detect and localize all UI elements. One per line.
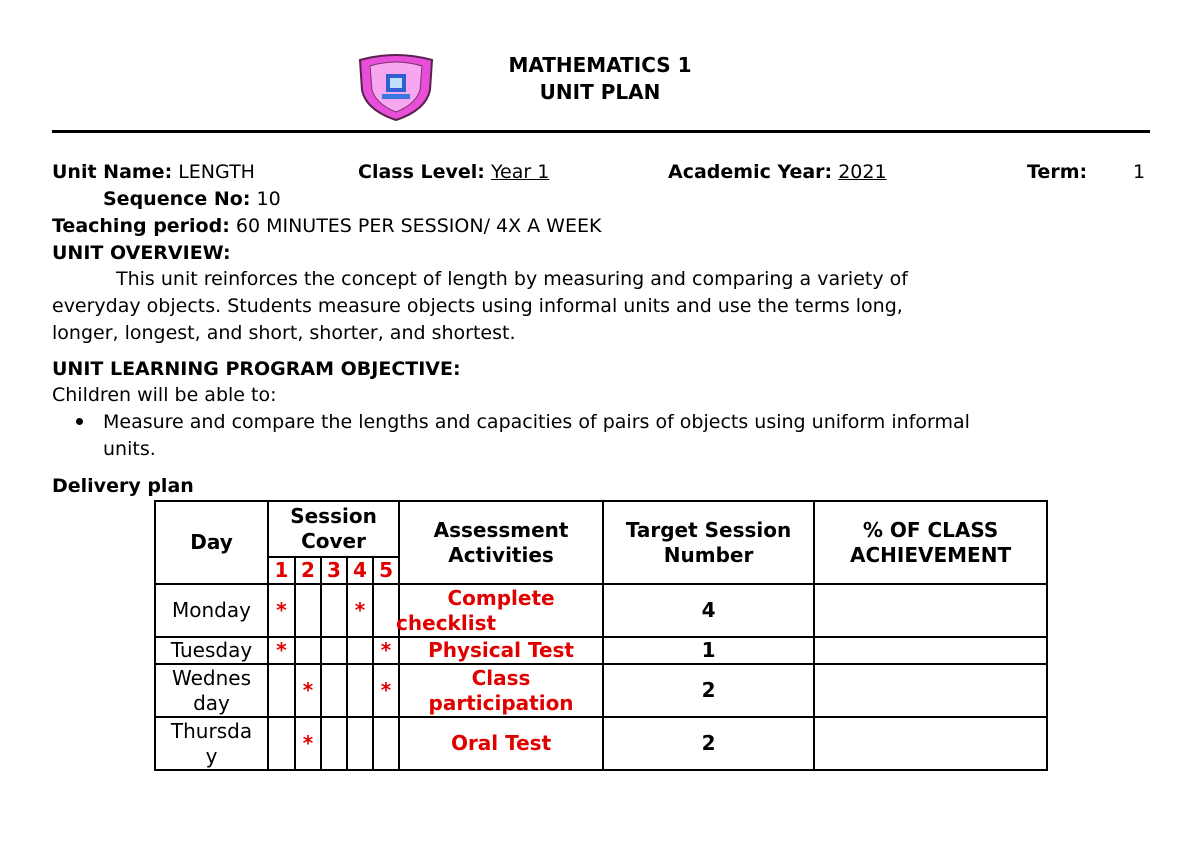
session-mark: *: [373, 664, 399, 717]
header-day: Day: [155, 501, 268, 584]
objective-intro: Children will be able to:: [52, 384, 277, 406]
session-mark: *: [295, 664, 321, 717]
bullet-icon: [76, 418, 83, 425]
overview-line: longer, longest, and short, shorter, and shortest.: [52, 322, 516, 344]
session-number: 5: [373, 557, 399, 584]
overview-line: This unit reinforces the concept of length by measuring and comparing a variety of: [116, 268, 908, 290]
objective-bullet: Measure and compare the lengths and capacities of pairs of objects using uniform informal: [103, 411, 970, 433]
achievement-cell: [814, 717, 1047, 770]
objective-bullet-cont: units.: [103, 438, 156, 460]
session-empty: [268, 664, 295, 717]
class-level: Class Level: Year 1: [358, 161, 550, 183]
header-assessment: Assessment Activities: [399, 501, 603, 584]
header-target: Target Session Number: [603, 501, 814, 584]
day-cell: Tuesday: [155, 637, 268, 664]
session-mark: *: [268, 584, 295, 637]
session-mark: *: [373, 637, 399, 664]
header-divider: [52, 130, 1150, 133]
delivery-heading: Delivery plan: [52, 475, 194, 497]
session-number: 2: [295, 557, 321, 584]
achievement-cell: [814, 664, 1047, 717]
session-empty: [321, 717, 347, 770]
table-row: [155, 584, 1047, 637]
activity-cell: Physical Test: [399, 637, 603, 664]
session-mark: *: [268, 637, 295, 664]
session-number: 4: [347, 557, 373, 584]
session-empty: [347, 664, 373, 717]
activity-cell: Oral Test: [399, 717, 603, 770]
session-empty: [321, 637, 347, 664]
teaching-period: Teaching period: 60 MINUTES PER SESSION/ 4X A WEEK: [52, 215, 602, 237]
delivery-plan-table: [154, 500, 1048, 771]
session-empty: [373, 717, 399, 770]
day-cell: Monday: [155, 584, 268, 637]
objective-heading: UNIT LEARNING PROGRAM OBJECTIVE:: [52, 358, 461, 380]
day-cell: Wednes day: [155, 664, 268, 717]
day-cell: Thursda y: [155, 717, 268, 770]
table-row: [155, 717, 1047, 770]
target-cell: 1: [603, 637, 814, 664]
target-cell: 2: [603, 717, 814, 770]
activity-cell: Class participation: [399, 664, 603, 717]
doc-title: MATHEMATICS 1: [508, 53, 692, 77]
activity-cell: Complete checklist: [399, 584, 603, 637]
overview-line: everyday objects. Students measure objects using informal units and use the terms long,: [52, 295, 903, 317]
term-label-text: Term:: [1027, 161, 1088, 183]
unit-name: Unit Name: LENGTH: [52, 161, 255, 183]
session-empty: [321, 664, 347, 717]
session-empty: [268, 717, 295, 770]
achievement-cell: [814, 637, 1047, 664]
session-mark: *: [347, 584, 373, 637]
session-empty: [347, 637, 373, 664]
academic-year: Academic Year: 2021: [668, 161, 887, 183]
session-number: 3: [321, 557, 347, 584]
achievement-cell: [814, 584, 1047, 637]
header-session-cover: Session Cover: [268, 501, 399, 557]
table-row: [155, 664, 1047, 717]
session-empty: [321, 584, 347, 637]
school-crest-icon: [356, 52, 436, 122]
session-mark: *: [295, 717, 321, 770]
doc-subtitle: UNIT PLAN: [539, 80, 661, 104]
sequence-no: Sequence No: 10: [103, 188, 281, 210]
overview-heading: UNIT OVERVIEW:: [52, 242, 231, 264]
session-empty: [347, 717, 373, 770]
table-header-row: [155, 501, 1047, 557]
term-value: 1: [1133, 161, 1146, 183]
session-empty: [295, 584, 321, 637]
target-cell: 4: [603, 584, 814, 637]
header-achievement: % OF CLASS ACHIEVEMENT: [814, 501, 1047, 584]
session-empty: [295, 637, 321, 664]
table-row: [155, 637, 1047, 664]
target-cell: 2: [603, 664, 814, 717]
session-number: 1: [268, 557, 295, 584]
